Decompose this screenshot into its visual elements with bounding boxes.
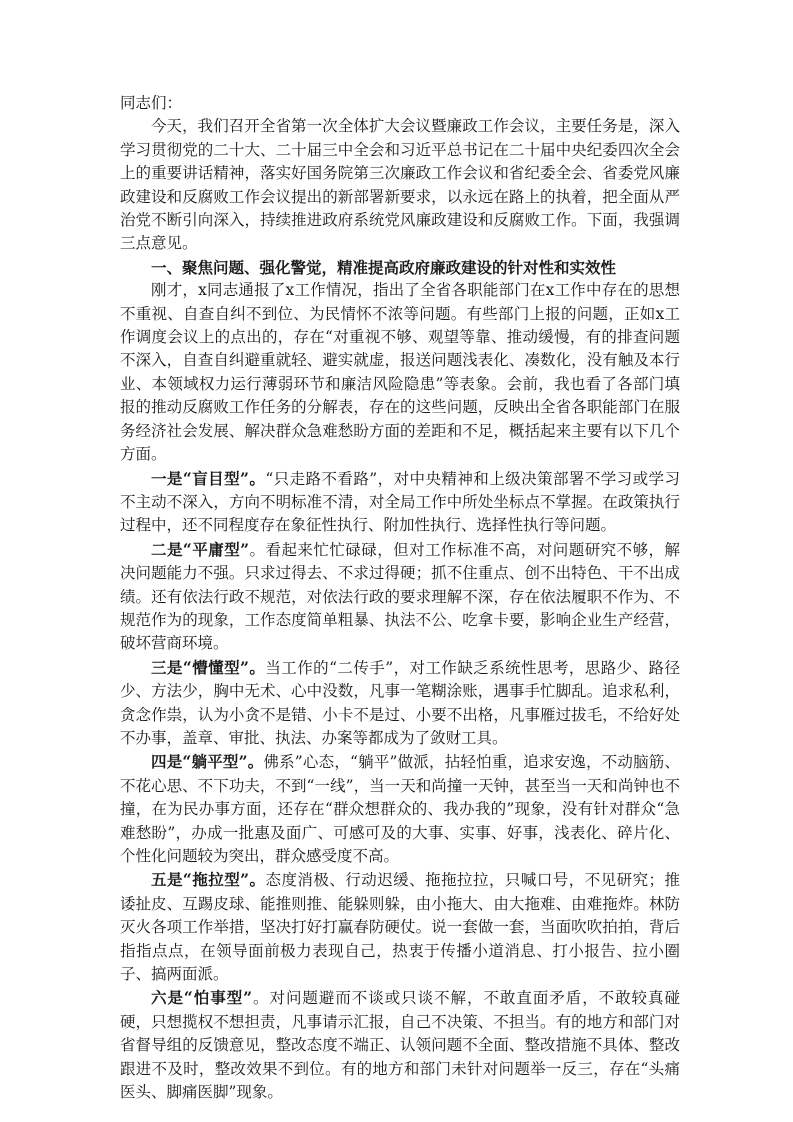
intro-paragraph: 今天，我们召开全省第一次全体扩大会议暨廉政工作会议，主要任务是，深入学习贯彻党的二十大、二十届三中全会和习近平总书记在二十届中央纪委四次全会上的重要讲话精神，落实好国务院第三次廉政工作会议和省纪委全会、省委党风廉政建设和反腐败工作会议提出的新部署新要求，以永远在路上的执着，把全面从严治党不断引向深入，持续推进政府系统党风廉政建设和反腐败工作。下面，我强调三点意见。 xyxy=(120,117,680,253)
type-label-4: 四是“躺平型”。 xyxy=(151,752,264,772)
document-page xyxy=(120,92,680,1104)
type-text-5: 态度消极、行动迟缓、拖拖拉拉，只喊口号，不见研究；推诿扯皮、互踢皮球、能推则推、能躲则躲，由小拖大、由大拖难、由难拖炸。林防灭火各项工作举措，坚决打好打赢春防硬仗。说一套做一套，当面吹吹拍拍，背后指指点点，在领导面前极力表现自己，热衷于传播小道消息、打小报告、拉小圈子、搞两面派。 xyxy=(120,871,680,984)
type-label-2: 二是“平庸型” xyxy=(151,539,250,559)
section-intro-paragraph: 刚才，x同志通报了x工作情况，指出了全省各职能部门在x工作中存在的思想不重视、自查自纠不到位、为民情怀不浓等问题。有些部门上报的问题，正如x工作调度会议上的点出的，存在“对重视不够、观望等靠、推动缓慢，有的排查问题不深入，自查自纠避重就轻、避实就虚，报送问题浅表化、凑数化，没有触及本行业、本领域权力运行薄弱环节和廉洁风险隐患”等表象。会前，我也看了各部门填报的推动反腐败工作任务的分解表，存在的这些问题，反映出全省各职能部门在服务经济社会发展、解决群众急难愁盼方面的差距和不足，概括起来主要有以下几个方面。 xyxy=(120,281,680,464)
type-text-6: 。对问题避而不谈或只谈不解，不敢直面矛盾，不敢较真碰硬，只想揽权不想担责，凡事请示汇报，自己不决策、不担当。有的地方和部门对省督导组的反馈意见，整改态度不端正、认领问题不全面、整改措施不具体、整改跟进不及时，整改效果不到位。有的地方和部门未针对问题举一反三，存在“头痛医头、脚痛医脚”现象。 xyxy=(120,989,680,1102)
type-paragraph-5 xyxy=(120,868,680,986)
type-label-5: 五是“拖拉型”。 xyxy=(151,870,266,890)
type-text-2: 。看起来忙忙碌碌，但对工作标准不高，对问题研究不够，解决问题能力不强。只求过得去、不求过得硬；抓不住重点、创不出特色、干不出成绩。还有依法行政不规范，对依法行政的要求理解不深，存在依法履职不作为、不规范作为的现象，工作态度简单粗暴、执法不公、吃拿卡要，影响企业生产经营，破坏营商环境。 xyxy=(120,540,680,653)
type-label-6: 六是“怕事型” xyxy=(151,988,253,1008)
type-paragraph-2 xyxy=(120,538,680,656)
type-text-4: 佛系”心态，“躺平”做派，拈轻怕重，追求安逸，不动脑筋、不花心思、不下功夫，不到“一线”，当一天和尚撞一天钟，甚至当一天和尚钟也不撞，在为民办事方面，还存在“群众想群众的、我办我的”现象，没有针对群众“急难愁盼”，办成一批惠及面广、可感可及的大事、实事、好事，浅表化、碎片化、个性化问题较为突出，群众感受度不高。 xyxy=(120,753,680,865)
type-text-1: “只走路不看路”，对中央精神和上级决策部署不学习或学习不主动不深入，方向不明标准不清，对全局工作中所处坐标点不掌握。在政策执行过程中，还不同程度存在象征性执行、附加性执行、选择性执行等问题。 xyxy=(120,469,680,535)
section-heading: 一、聚焦问题、强化警觉，精准提高政府廉政建设的针对性和实效性 xyxy=(151,257,617,277)
type-text-3: 当工作的“二传手”，对工作缺乏系统性思考，思路少、路径少、方法少，胸中无术、心中没数，凡事一笔糊涂账，遇事手忙脚乱。追求私利，贪念作祟，认为小贪不是错、小卡不是过、小要不出格，凡事雁过拔毛，不给好处不办事，盖章、审批、执法、办案等都成为了敛财工具。 xyxy=(120,658,680,747)
salutation: 同志们： xyxy=(120,94,183,112)
type-label-3: 三是“懵懂型”。 xyxy=(151,657,266,677)
type-label-1: 一是“盲目型”。 xyxy=(151,468,266,488)
type-paragraph-4 xyxy=(120,750,680,868)
type-paragraph-6 xyxy=(120,986,680,1104)
type-paragraph-3 xyxy=(120,656,680,751)
type-paragraph-1 xyxy=(120,467,680,538)
